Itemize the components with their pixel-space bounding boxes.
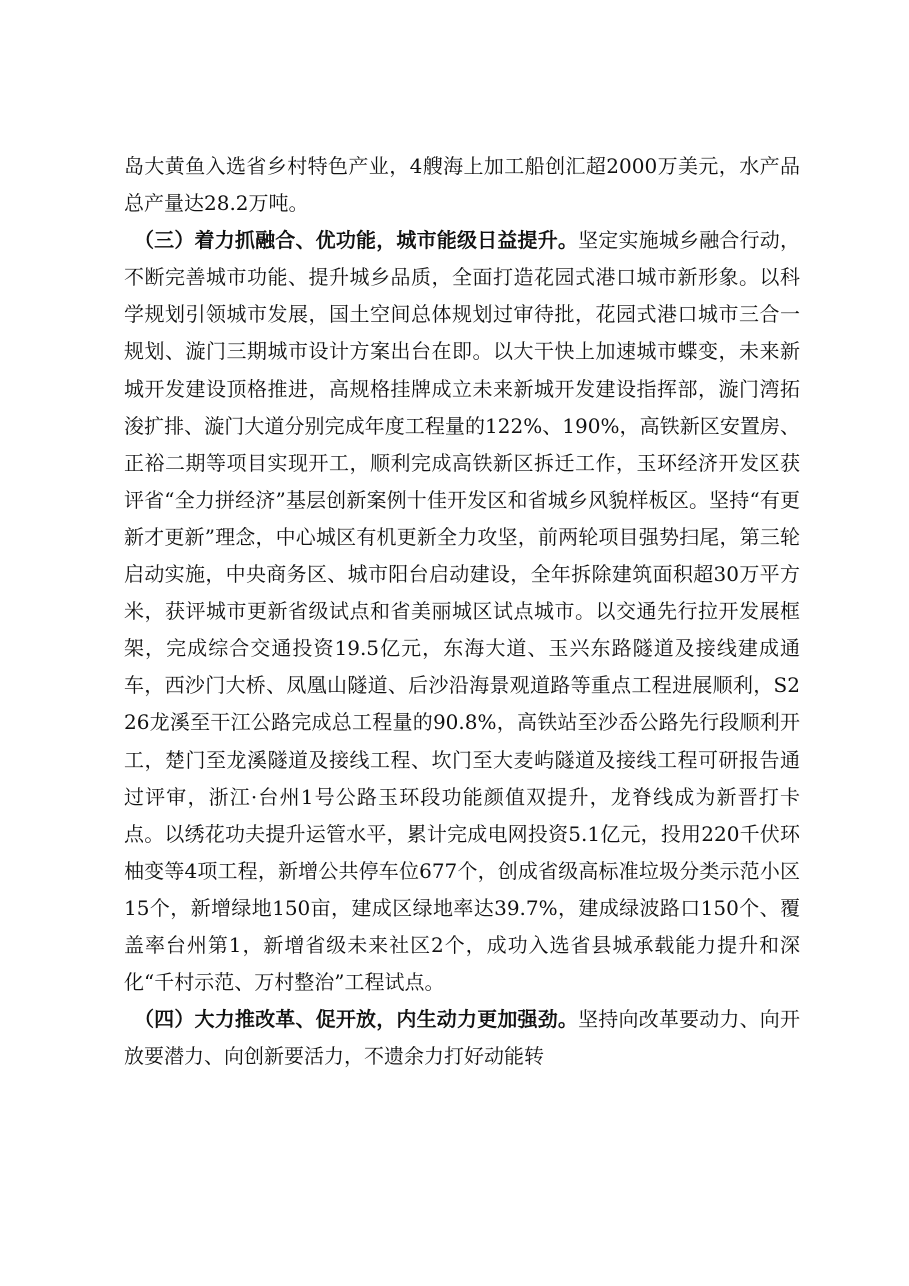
paragraph-continuation: [124, 148, 800, 222]
document-body: [124, 148, 800, 1075]
section-heading: （四）大力推改革、促开放，内生动力更加强劲。: [134, 1007, 579, 1032]
paragraph-section-four: [124, 1001, 800, 1075]
paragraph-section-three: [124, 222, 800, 1001]
paragraph-body: 坚定实施城乡融合行动，不断完善城市功能、提升城乡品质，全面打造花园式港口城市新形象。以科学规划引领城市发展，国土空间总体规划过审待批，花园式港口城市三合一规划、漩门三期城市设计方案出台在即。以大干快上加速城市蝶变，未来新城开发建设顶格推进，高规格挂牌成立未来新城开发建设指挥部，漩门湾拓浚扩排、漩门大道分别完成年度工程量的122%、190%，高铁新区安置房、正裕二期等项目实现开工，顺利完成高铁新区拆迁工作，玉环经济开发区获评省“全力拼经济”基层创新案例十佳开发区和省城乡风貌样板区。坚持“有更新才更新”理念，中心城区有机更新全力攻坚，前两轮项目强势扫尾，第三轮启动实施，中央商务区、城市阳台启动建设，全年拆除建筑面积超30万平方米，获评城市更新省级试点和省美丽城区试点城市。以交通先行拉开发展框架，完成综合交通投资19.5亿元，东海大道、玉兴东路隧道及接线建成通车，西沙门大桥、凤凰山隧道、后沙沿海景观道路等重点工程进展顺利，S226龙溪至干江公路完成总工程量的90.8%，高铁站至沙岙公路先行段顺利开工，楚门至龙溪隧道及接线工程、坎门至大麦屿隧道及接线工程可研报告通过评审，浙江·台州1号公路玉环段功能颜值双提升，龙脊线成为新晋打卡点。以绣花功夫提升运管水平，累计完成电网投资5.1亿元，投用220千伏环柚变等4项工程，新增公共停车位677个，创成省级高标准垃圾分类示范小区15个，新增绿地150亩，建成区绿地率达39.7%，建成绿波路口150个、覆盖率台州第1，新增省级未来社区2个，成功入选省县城承载能力提升和深化“千村示范、万村整治”工程试点。: [124, 228, 800, 995]
section-heading: （三）着力抓融合、优功能，城市能级日益提升。: [134, 228, 579, 253]
paragraph-body: 坚持向改革要动力、向开放要潜力、向创新要活力，不遗余力打好动能转: [124, 1007, 800, 1069]
paragraph-body: 岛大黄鱼入选省乡村特色产业，4艘海上加工船创汇超2000万美元，水产品总产量达28.2万吨。: [124, 154, 800, 216]
